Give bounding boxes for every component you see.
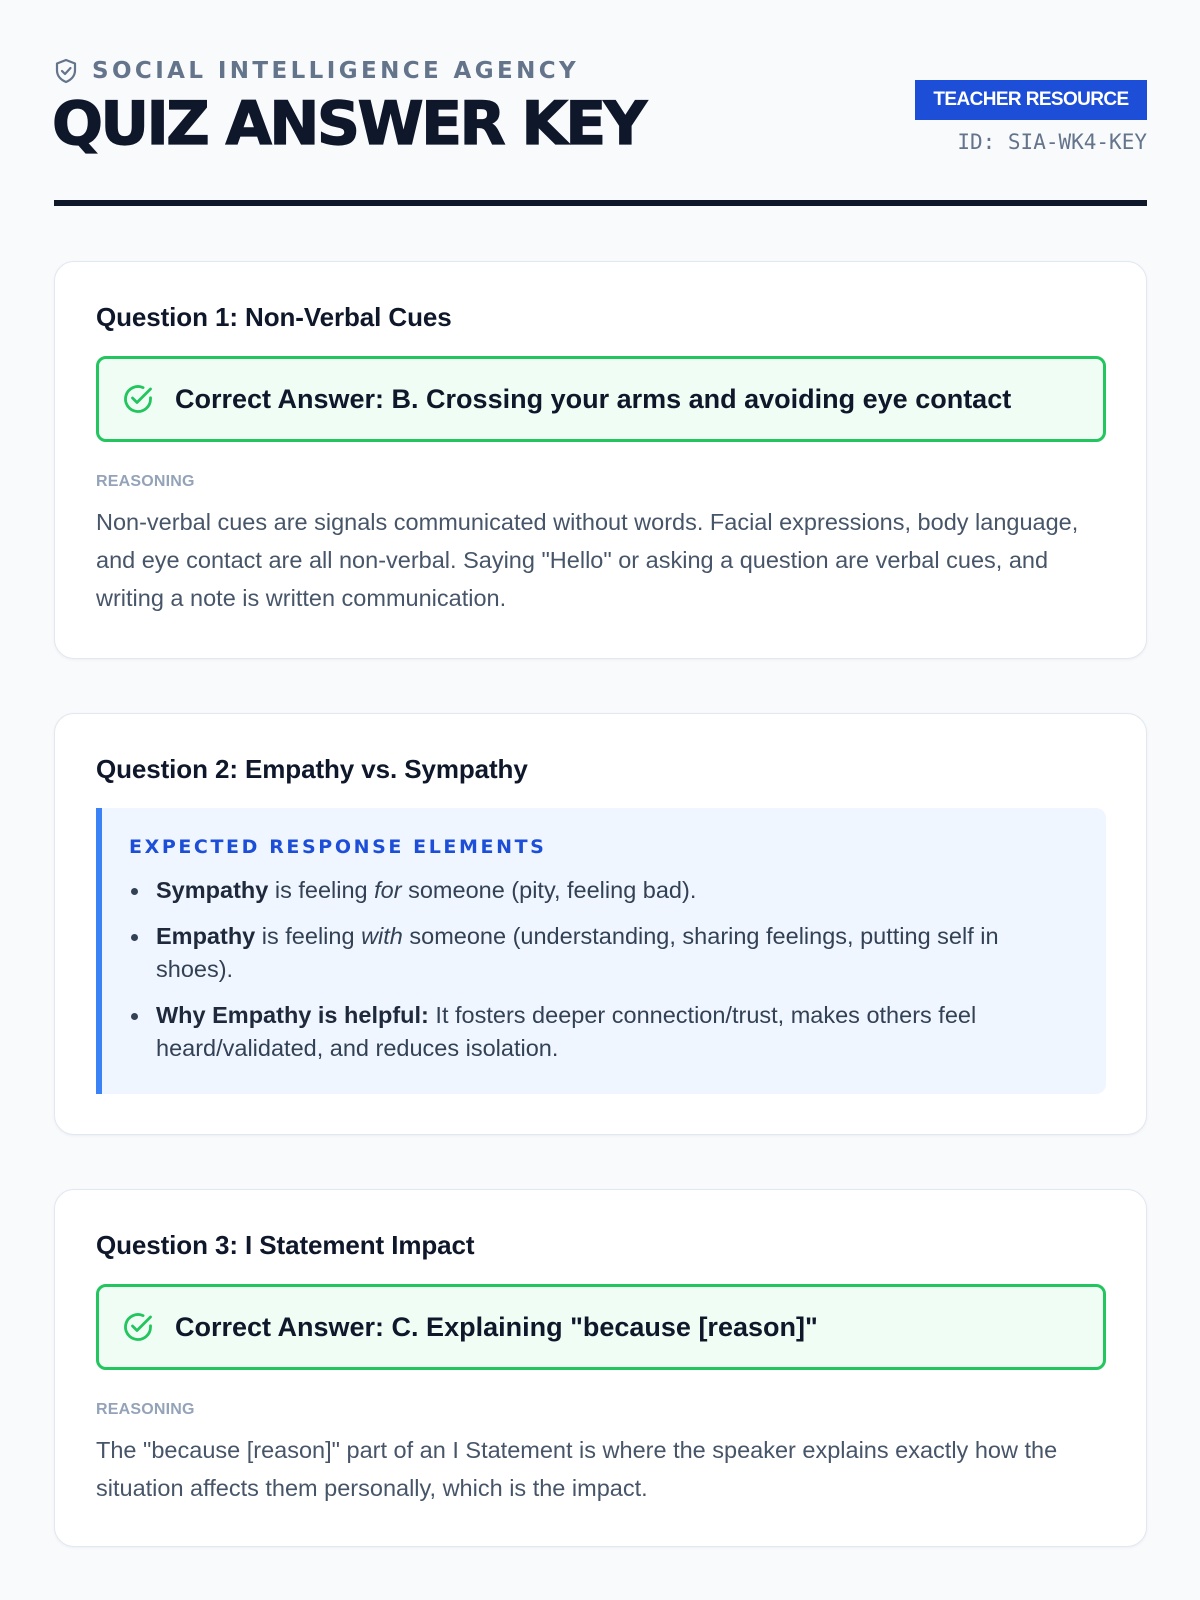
shield-check-icon bbox=[54, 58, 78, 84]
list-item-term: Why Empathy is helpful: bbox=[156, 1002, 429, 1028]
reasoning-text: Non-verbal cues are signals communicated without words. Facial expressions, body language, and eye contact are all non-verbal. Saying "Hello" or asking a question are verbal cues, and writing a note is written communication. bbox=[96, 509, 1079, 611]
reasoning-label: REASONING bbox=[96, 1401, 195, 1418]
question-card-3 bbox=[54, 1189, 1147, 1547]
question-card-2 bbox=[54, 713, 1147, 1135]
question-title: Question 3: I Statement Impact bbox=[96, 1230, 475, 1260]
list-item-term: Sympathy bbox=[156, 877, 269, 903]
list-item-text: It fosters deeper connection/trust, makes others feel heard/validated, and reduces isolation. bbox=[156, 1002, 977, 1061]
list-item-text: is feeling bbox=[268, 877, 375, 903]
question-card-1 bbox=[54, 261, 1147, 659]
bullet-icon bbox=[131, 888, 138, 895]
correct-answer-text: Correct Answer: B. Crossing your arms and avoiding eye contact bbox=[175, 383, 1012, 414]
reasoning-label: REASONING bbox=[96, 473, 195, 490]
list-item bbox=[129, 999, 1074, 1065]
correct-answer-text: Correct Answer: C. Explaining "because [reason]" bbox=[175, 1311, 818, 1342]
correct-answer-box bbox=[96, 356, 1106, 442]
reasoning-text: The "because [reason]" part of an I Statement is where the speaker explains exactly how the situation affects them personally, which is the impact. bbox=[96, 1437, 1058, 1501]
list-item-term: Empathy bbox=[156, 923, 256, 949]
list-item bbox=[129, 874, 1074, 907]
agency-line bbox=[54, 56, 579, 86]
list-item-emphasis: for bbox=[374, 877, 402, 903]
bullet-icon bbox=[131, 934, 138, 941]
expected-response-box bbox=[96, 808, 1106, 1094]
list-item-emphasis: with bbox=[361, 923, 403, 949]
check-circle-icon bbox=[121, 382, 155, 416]
list-item-text: is feeling bbox=[255, 923, 362, 949]
page-title: QUIZ ANSWER KEY bbox=[52, 89, 645, 159]
list-item-text: someone (pity, feeling bad). bbox=[401, 877, 697, 903]
page-header bbox=[54, 54, 1147, 206]
question-title: Question 1: Non-Verbal Cues bbox=[96, 302, 452, 332]
expected-response-label: EXPECTED RESPONSE ELEMENTS bbox=[129, 836, 547, 858]
bullet-icon bbox=[131, 1013, 138, 1020]
list-item-text: someone (understanding, sharing feelings, putting self in shoes). bbox=[156, 923, 999, 982]
question-title: Question 2: Empathy vs. Sympathy bbox=[96, 754, 528, 784]
expected-response-list bbox=[129, 874, 1074, 1078]
agency-name: SOCIAL INTELLIGENCE AGENCY bbox=[92, 58, 580, 84]
check-circle-icon bbox=[121, 1310, 155, 1344]
correct-answer-box bbox=[96, 1284, 1106, 1370]
list-item bbox=[129, 920, 1074, 986]
teacher-resource-badge: TEACHER RESOURCE bbox=[915, 80, 1147, 120]
document-id: ID: SIA-WK4-KEY bbox=[957, 130, 1147, 154]
